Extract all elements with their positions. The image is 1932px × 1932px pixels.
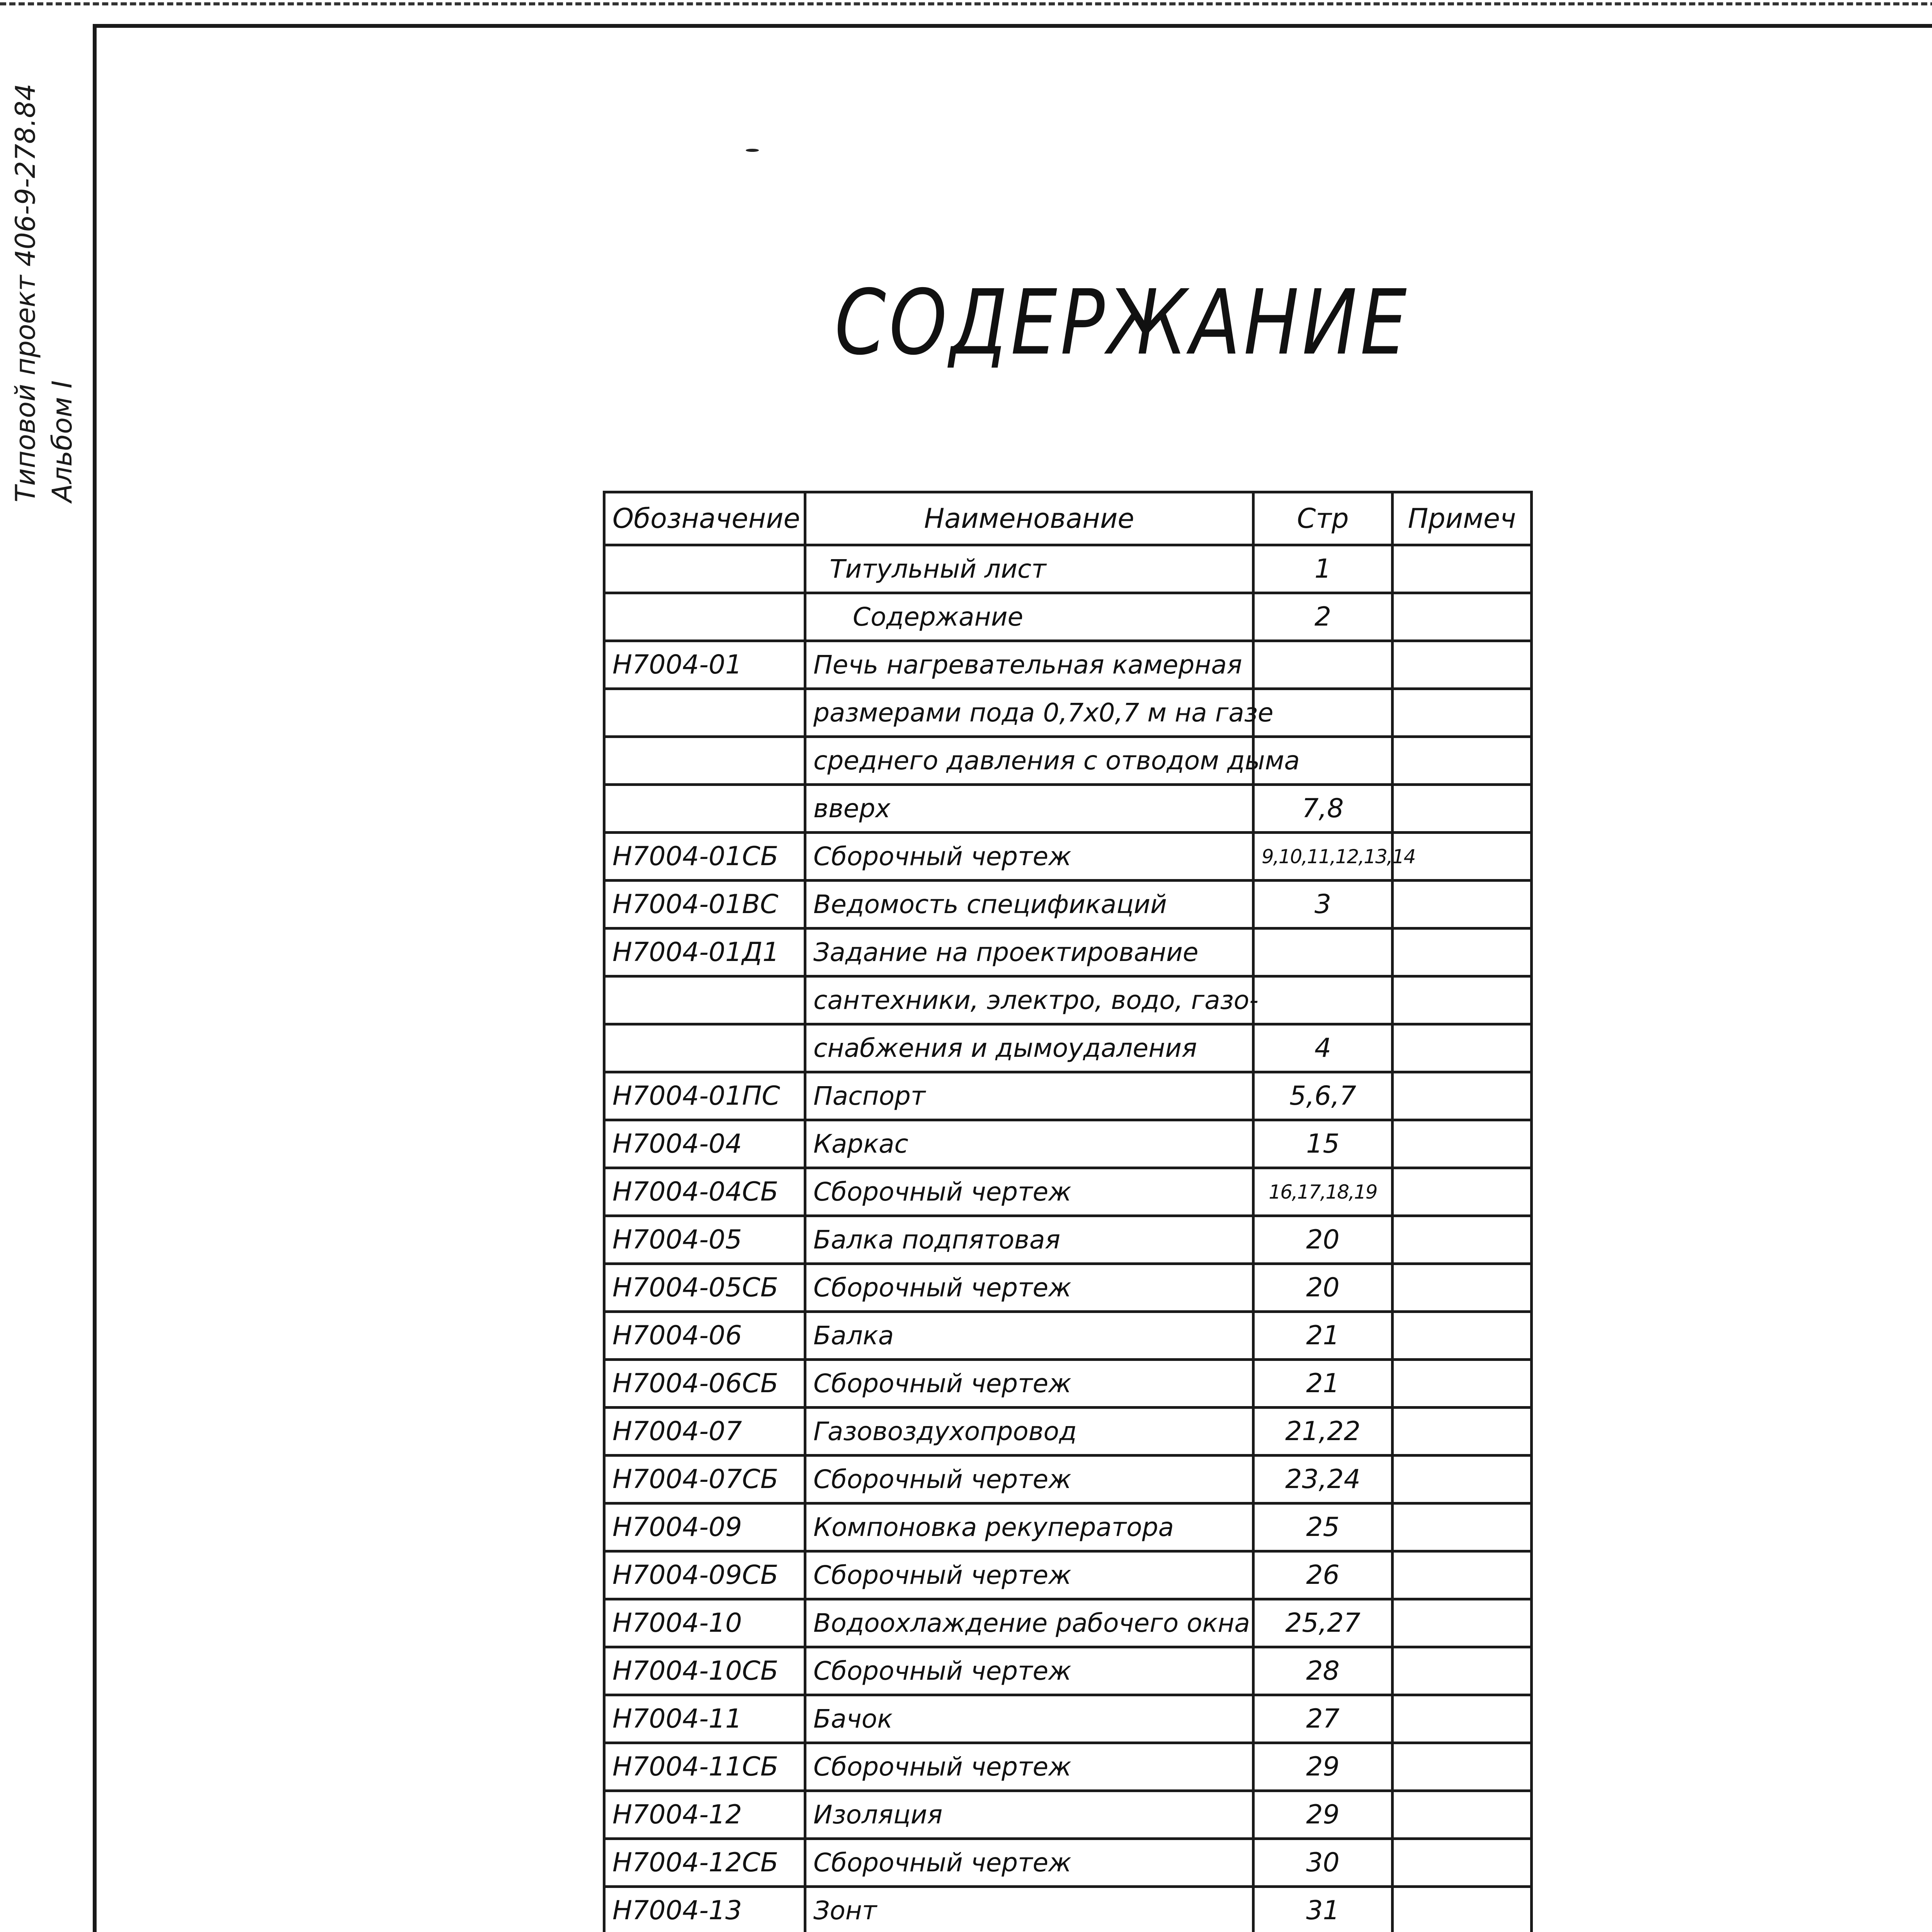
table-row <box>604 1024 1532 1072</box>
row-note <box>1393 1168 1532 1216</box>
table-row <box>604 1360 1532 1408</box>
row-name: Зонт <box>805 1887 1253 1932</box>
row-code: Н7004-01СБ <box>604 833 805 881</box>
row-note <box>1393 545 1532 593</box>
row-code: Н7004-09СБ <box>604 1551 805 1599</box>
row-code: Н7004-11СБ <box>604 1743 805 1791</box>
row-code: Н7004-10 <box>604 1599 805 1647</box>
row-page: 21,22 <box>1253 1408 1393 1456</box>
row-page: 3 <box>1253 881 1393 929</box>
row-name: Паспорт <box>805 1072 1253 1120</box>
header-page: Стр <box>1253 492 1393 545</box>
row-code: Н7004-01ПС <box>604 1072 805 1120</box>
table-row <box>604 1743 1532 1791</box>
row-code <box>604 976 805 1024</box>
row-name: Сборочный чертеж <box>805 1743 1253 1791</box>
table-row <box>604 1120 1532 1168</box>
row-code: Н7004-07 <box>604 1408 805 1456</box>
row-code <box>604 737 805 785</box>
table-row <box>604 641 1532 689</box>
row-note <box>1393 1551 1532 1599</box>
table-row <box>604 1264 1532 1312</box>
row-name: Сборочный чертеж <box>805 1551 1253 1599</box>
row-note <box>1393 785 1532 833</box>
row-code <box>604 689 805 737</box>
row-note <box>1393 1024 1532 1072</box>
row-note <box>1393 1743 1532 1791</box>
row-name: Компоновка рекуператора <box>805 1503 1253 1551</box>
row-name: Титульный лист <box>805 545 1253 593</box>
row-page <box>1253 929 1393 976</box>
row-note <box>1393 1216 1532 1264</box>
row-note <box>1393 1839 1532 1887</box>
table-row <box>604 1216 1532 1264</box>
top-dashed-rule <box>0 2 1932 5</box>
header-note: Примеч <box>1393 492 1532 545</box>
table-row <box>604 881 1532 929</box>
row-code: Н7004-04СБ <box>604 1168 805 1216</box>
row-name: Балка <box>805 1312 1253 1360</box>
table-row <box>604 689 1532 737</box>
row-page: 31 <box>1253 1887 1393 1932</box>
project-label: Типовой проект 406-9-278.84 <box>10 83 41 502</box>
row-page: 7,8 <box>1253 785 1393 833</box>
table-row <box>604 1839 1532 1887</box>
album-label: Альбом I <box>46 380 78 502</box>
row-name: Сборочный чертеж <box>805 833 1253 881</box>
row-name: Ведомость спецификаций <box>805 881 1253 929</box>
row-note <box>1393 1791 1532 1839</box>
row-page: 15 <box>1253 1120 1393 1168</box>
table-row <box>604 1456 1532 1503</box>
row-note <box>1393 881 1532 929</box>
table-row <box>604 929 1532 976</box>
row-name: Сборочный чертеж <box>805 1456 1253 1503</box>
row-page: 28 <box>1253 1647 1393 1695</box>
row-note <box>1393 1695 1532 1743</box>
row-code: Н7004-05 <box>604 1216 805 1264</box>
row-note <box>1393 641 1532 689</box>
row-note <box>1393 929 1532 976</box>
header-name: Наименование <box>805 492 1253 545</box>
row-name: Каркас <box>805 1120 1253 1168</box>
table-row <box>604 593 1532 641</box>
row-page: 30 <box>1253 1839 1393 1887</box>
table-row <box>604 1599 1532 1647</box>
row-page: 26 <box>1253 1551 1393 1599</box>
row-name: размерами пода 0,7х0,7 м на газе <box>805 689 1253 737</box>
row-code: Н7004-04 <box>604 1120 805 1168</box>
row-page: 20 <box>1253 1216 1393 1264</box>
row-code: Н7004-12СБ <box>604 1839 805 1887</box>
row-code: Н7004-01Д1 <box>604 929 805 976</box>
row-page: 29 <box>1253 1791 1393 1839</box>
row-page: 29 <box>1253 1743 1393 1791</box>
row-name: Задание на проектирование <box>805 929 1253 976</box>
row-page <box>1253 641 1393 689</box>
table-row <box>604 1168 1532 1216</box>
row-page: 1 <box>1253 545 1393 593</box>
row-note <box>1393 1264 1532 1312</box>
row-note <box>1393 1887 1532 1932</box>
row-code: Н7004-07СБ <box>604 1456 805 1503</box>
contents-table <box>603 491 1533 1932</box>
row-page: 25,27 <box>1253 1599 1393 1647</box>
row-code: Н7004-06СБ <box>604 1360 805 1408</box>
table-row <box>604 785 1532 833</box>
row-page <box>1253 976 1393 1024</box>
row-name: Изоляция <box>805 1791 1253 1839</box>
row-code: Н7004-01 <box>604 641 805 689</box>
table-row <box>604 976 1532 1024</box>
row-name: Сборочный чертеж <box>805 1647 1253 1695</box>
row-code: Н7004-11 <box>604 1695 805 1743</box>
row-note <box>1393 689 1532 737</box>
row-name: Печь нагревательная камерная <box>805 641 1253 689</box>
row-code: Н7004-12 <box>604 1791 805 1839</box>
row-name: Балка подпятовая <box>805 1216 1253 1264</box>
table-row <box>604 1647 1532 1695</box>
row-code: Н7004-09 <box>604 1503 805 1551</box>
table-body <box>604 545 1532 1932</box>
row-name: Сборочный чертеж <box>805 1168 1253 1216</box>
table-row <box>604 737 1532 785</box>
header-code: Обозначение <box>604 492 805 545</box>
row-code: Н7004-13 <box>604 1887 805 1932</box>
table-row <box>604 1695 1532 1743</box>
table-row <box>604 1503 1532 1551</box>
row-note <box>1393 737 1532 785</box>
row-page: 2 <box>1253 593 1393 641</box>
row-page: 25 <box>1253 1503 1393 1551</box>
row-name: Сборочный чертеж <box>805 1264 1253 1312</box>
row-note <box>1393 1072 1532 1120</box>
row-note <box>1393 1647 1532 1695</box>
row-code: Н7004-05СБ <box>604 1264 805 1312</box>
row-name: снабжения и дымоудаления <box>805 1024 1253 1072</box>
row-name: Содержание <box>805 593 1253 641</box>
row-code: Н7004-06 <box>604 1312 805 1360</box>
table-row <box>604 545 1532 593</box>
row-page: 5,6,7 <box>1253 1072 1393 1120</box>
scan-speck <box>746 149 759 152</box>
table-row <box>604 1312 1532 1360</box>
row-note <box>1393 593 1532 641</box>
row-note <box>1393 1312 1532 1360</box>
row-name: Сборочный чертеж <box>805 1839 1253 1887</box>
row-name: Бачок <box>805 1695 1253 1743</box>
table-row <box>604 1072 1532 1120</box>
row-page: 21 <box>1253 1360 1393 1408</box>
row-note <box>1393 1408 1532 1456</box>
row-page: 27 <box>1253 1695 1393 1743</box>
row-page: 9,10,11,12,13,14 <box>1253 833 1393 881</box>
row-note <box>1393 1503 1532 1551</box>
page-title: СОДЕРЖАНИЕ <box>835 270 1410 375</box>
row-page: 20 <box>1253 1264 1393 1312</box>
row-name: Водоохлаждение рабочего окна <box>805 1599 1253 1647</box>
row-code: Н7004-10СБ <box>604 1647 805 1695</box>
row-page: 23,24 <box>1253 1456 1393 1503</box>
row-name: вверх <box>805 785 1253 833</box>
table-row <box>604 833 1532 881</box>
row-note <box>1393 1360 1532 1408</box>
table-row <box>604 1887 1532 1932</box>
row-code <box>604 785 805 833</box>
row-name: сантехники, электро, водо, газо- <box>805 976 1253 1024</box>
row-code <box>604 593 805 641</box>
row-note <box>1393 1599 1532 1647</box>
row-code <box>604 1024 805 1072</box>
row-note <box>1393 1456 1532 1503</box>
row-name: Сборочный чертеж <box>805 1360 1253 1408</box>
row-name: среднего давления с отводом дыма <box>805 737 1253 785</box>
row-note <box>1393 976 1532 1024</box>
row-code: Н7004-01ВС <box>604 881 805 929</box>
row-note <box>1393 1120 1532 1168</box>
row-name: Газовоздухопровод <box>805 1408 1253 1456</box>
row-code <box>604 545 805 593</box>
row-page <box>1253 689 1393 737</box>
table-row <box>604 1408 1532 1456</box>
table-header-row <box>604 492 1532 545</box>
row-page: 21 <box>1253 1312 1393 1360</box>
row-page: 4 <box>1253 1024 1393 1072</box>
table-row <box>604 1551 1532 1599</box>
table-row <box>604 1791 1532 1839</box>
row-page: 16,17,18,19 <box>1253 1168 1393 1216</box>
